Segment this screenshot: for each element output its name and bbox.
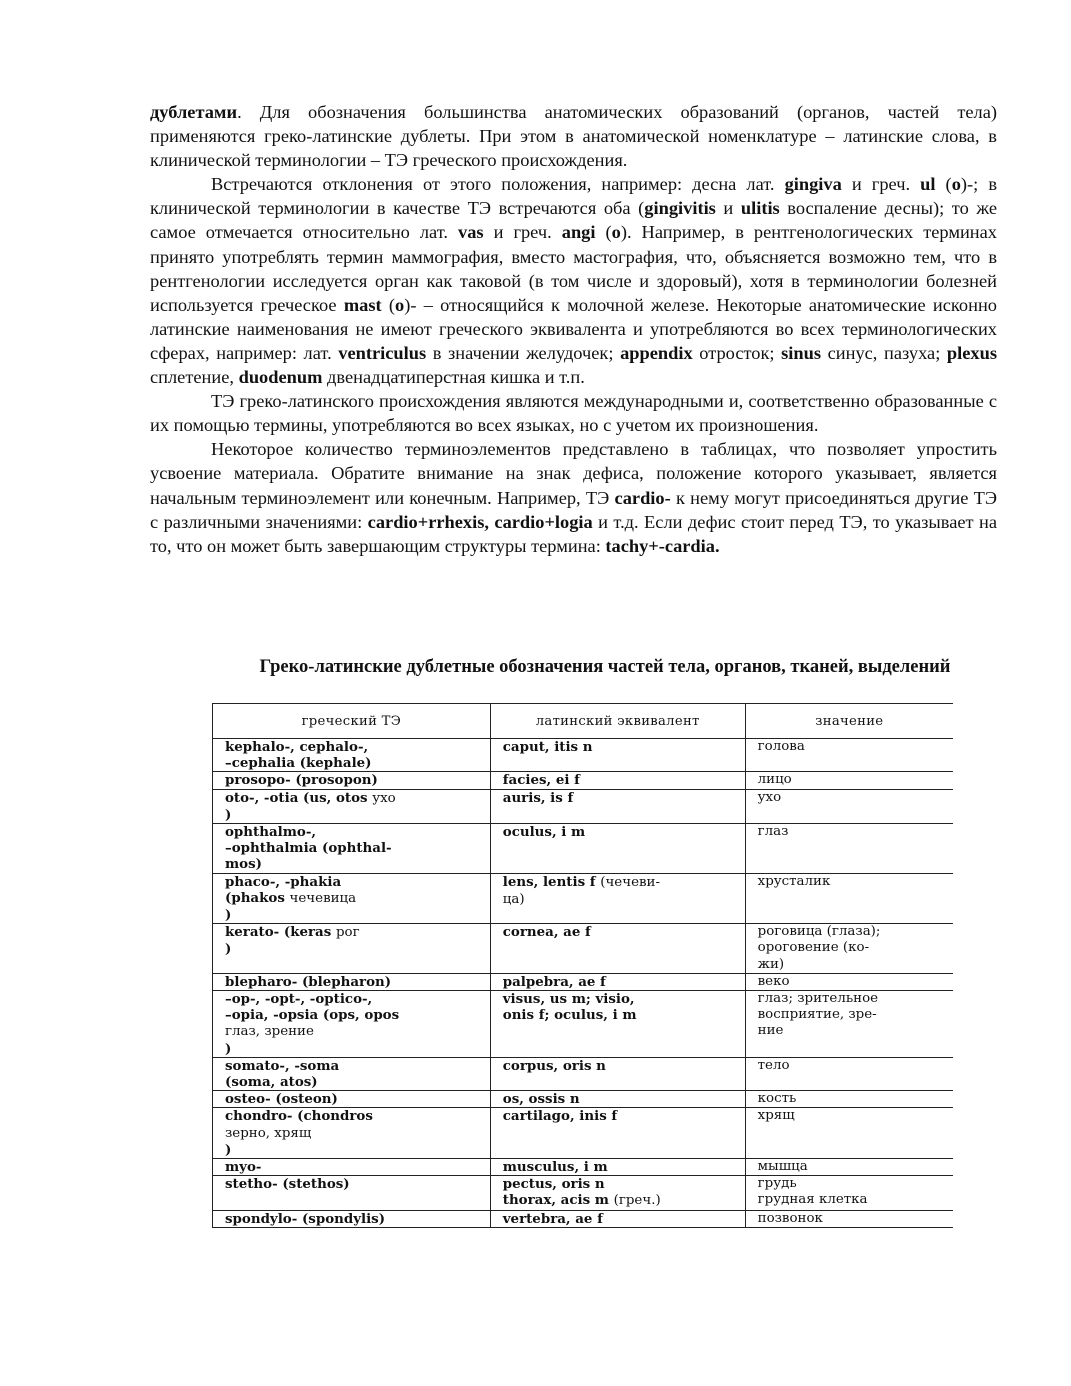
cell-meaning [745, 1176, 953, 1210]
cell-text: глаз; зрительное [757, 991, 879, 1007]
cell-text: глаз [757, 824, 789, 840]
cell-latin [490, 824, 745, 874]
cell-text: kephalo-, cephalo-, [225, 739, 369, 755]
cell-text: зерно, хрящ [225, 1125, 312, 1141]
bold-term: tachy+-cardia. [605, 535, 720, 556]
table-row [213, 1176, 954, 1210]
cell-greek [213, 991, 491, 1058]
cell-text: lens, lentis f [502, 873, 601, 890]
cell-text: голова [757, 739, 805, 754]
bold-term: ventriculus [338, 342, 427, 363]
cell-latin [490, 991, 745, 1058]
cell-text: phaco-, -phakia [225, 873, 342, 890]
cell-text: corpus, oris n [502, 1057, 606, 1074]
bold-term: gingiva [784, 174, 842, 195]
text-run: к нему могут присоединяться другие ТЭ с различными значениями: [150, 487, 997, 532]
cell-latin [490, 1091, 745, 1108]
table-title: Греко-латинские дублетные обозначения частей тела, органов, тканей, выделений [259, 657, 951, 677]
cell-text: –ophthalmia (ophthal- [225, 840, 392, 857]
cell-meaning [745, 739, 953, 772]
cell-text: palpebra, ae f [502, 973, 606, 990]
bold-term: ul [920, 174, 936, 195]
cell-latin [490, 1159, 745, 1176]
cell-greek [213, 1210, 491, 1227]
table-row [213, 772, 954, 789]
cell-greek [213, 824, 491, 874]
cell-text: ) [225, 907, 232, 924]
cell-text: auris, is f [502, 789, 574, 806]
table-row [213, 873, 954, 924]
cell-text: (phakos [225, 889, 290, 906]
cell-text: роговица (глаза); [757, 924, 881, 940]
bold-term: o [395, 294, 405, 315]
bold-term: plexus [946, 342, 997, 363]
table-row [213, 789, 954, 823]
cell-meaning [745, 1091, 953, 1108]
cell-text: ухо [372, 790, 396, 806]
cell-text: kerato- (keras [225, 924, 336, 941]
cell-text: blepharo- (blepharon) [225, 973, 392, 990]
cell-meaning [745, 973, 953, 990]
cell-text: глаз, зрение [225, 1024, 314, 1040]
text-run: Встречаются отклонения от этого положения, например: десна лат. [211, 174, 785, 195]
cell-text: (soma, atos) [225, 1074, 318, 1091]
cell-text: –opia, -opsia (ops, opos [225, 1007, 400, 1024]
cell-text: stetho- (stethos) [225, 1176, 350, 1193]
cell-text: мышца [757, 1159, 808, 1175]
text-run: . Для обозначения большинства анатомических образований (органов, частей тела) применяются греко-латинские дублеты. При этом в анатомической номенклатуре – латинские слова, в клинической терминологии – ТЭ греческого происхождения. [150, 102, 997, 171]
cell-text: грудная клетка [757, 1192, 868, 1208]
cell-meaning [745, 1210, 953, 1227]
cell-text: хрящ [757, 1108, 795, 1124]
bold-term: sinus [781, 342, 821, 363]
cell-latin [490, 1176, 745, 1210]
bold-term: gingivitis [644, 198, 716, 219]
cell-text: –op-, -opt-, -optico-, [225, 991, 373, 1008]
paragraph-4 [150, 437, 997, 557]
cell-latin [490, 1057, 745, 1090]
cell-greek [213, 1176, 491, 1210]
text-run: в значении желудочек; [426, 342, 621, 363]
table-row [213, 924, 954, 974]
paragraph-3 [150, 389, 997, 437]
cell-text: cartilago, inis f [502, 1108, 618, 1125]
cell-latin [490, 739, 745, 772]
cell-text: ophthalmo-, [225, 824, 317, 841]
cell-meaning [745, 873, 953, 924]
cell-text: mos) [225, 856, 262, 873]
table-header-row [213, 704, 954, 739]
cell-meaning [745, 772, 953, 789]
text-run: )- – относящийся к молочной железе. Некоторые анатомические исконно латинские наименования не имеют греческого эквивалента и употребляются во всех терминологических сферах, например: лат. [150, 294, 997, 363]
cell-text: веко [757, 973, 790, 989]
cell-latin [490, 789, 745, 823]
cell-text: кость [757, 1091, 797, 1107]
cell-text: visus, us m; visio, [502, 991, 635, 1008]
cell-text: thorax, acis m [502, 1192, 614, 1209]
bold-term: o [611, 222, 621, 243]
cell-text: –cephalia (kephale) [225, 755, 372, 772]
cell-text: chondro- (chondros [225, 1108, 373, 1125]
cell-text: чечевица [289, 890, 357, 906]
cell-greek [213, 924, 491, 974]
text-run: воспаление десны); то же самое отмечается относительно лат. [150, 198, 997, 243]
cell-meaning [745, 824, 953, 874]
cell-latin [490, 1108, 745, 1159]
terms-table [212, 703, 953, 1228]
text-run: и т.д. Если дефис стоит перед ТЭ, то указывает на то, что он может быть завершающим структуры термина: [150, 511, 997, 556]
cell-text: osteo- (osteon) [225, 1091, 338, 1108]
paragraph-2 [150, 172, 997, 389]
cell-text: (греч.) [613, 1193, 661, 1209]
header-greek: греческий ТЭ [213, 704, 491, 739]
table-row [213, 1159, 954, 1176]
cell-text: oto-, -otia (us, otos [225, 789, 373, 806]
cell-text: ца) [502, 891, 525, 907]
table-row [213, 824, 954, 874]
cell-greek [213, 772, 491, 789]
table-row [213, 739, 954, 772]
cell-greek [213, 1159, 491, 1176]
bold-term: mast [343, 294, 382, 315]
cell-text: myo- [225, 1159, 262, 1176]
cell-meaning [745, 924, 953, 974]
cell-meaning [745, 1159, 953, 1176]
text-run: отросток; [692, 342, 782, 363]
cell-text: хрусталик [757, 873, 831, 889]
table-row [213, 1108, 954, 1159]
cell-greek [213, 789, 491, 823]
cell-text: ) [225, 1040, 232, 1057]
bold-term: дублетами [150, 102, 238, 122]
text-run: и [715, 198, 741, 219]
cell-greek [213, 739, 491, 772]
cell-text: pectus, oris n [502, 1176, 605, 1193]
cell-text: ) [225, 806, 232, 823]
cell-greek [213, 1108, 491, 1159]
table-row [213, 973, 954, 990]
cell-text: позвонок [757, 1210, 823, 1226]
cell-text: os, ossis n [502, 1091, 580, 1108]
cell-latin [490, 772, 745, 789]
bold-term: ulitis [740, 198, 780, 219]
text-run: ( [381, 294, 395, 315]
bold-term: duodenum [238, 367, 323, 388]
cell-text: somato-, -soma [225, 1057, 340, 1074]
bold-term: cardio+rrhexis, cardio+logia [367, 511, 593, 532]
bold-term: vas [458, 222, 484, 243]
cell-text: восприятие, зре- [757, 1007, 877, 1023]
text-run: ). Например, в рентгенологических терминах принято употреблять термин маммография, вместо мастография, что, объясняется возможно тем, что в рентгенологии исследуется орган как таковой (в том числе и здоровый), хотя в терминологии болезней используется греческое [150, 222, 997, 315]
cell-text: caput, itis n [502, 739, 593, 755]
text-run: ( [595, 222, 612, 243]
cell-latin [490, 973, 745, 990]
text-run: и греч. [483, 222, 562, 243]
header-latin: латинский эквивалент [490, 704, 745, 739]
cell-greek [213, 1057, 491, 1090]
cell-text: cornea, ae f [502, 924, 591, 941]
text-run: )-; в клинической терминологии в качестве ТЭ встречаются оба ( [150, 174, 997, 219]
bold-term: o [951, 174, 961, 195]
cell-text: vertebra, ae f [502, 1210, 603, 1227]
cell-text: жи) [757, 956, 785, 972]
cell-text: prosopo- (prosopon) [225, 772, 378, 789]
text-run: и греч. [841, 174, 921, 195]
cell-text: тело [757, 1057, 790, 1073]
text-run: двенадцатиперстная кишка и т.п. [322, 367, 585, 388]
cell-text: ние [757, 1023, 784, 1039]
cell-meaning [745, 991, 953, 1058]
cell-text: ) [225, 1141, 232, 1158]
cell-latin [490, 924, 745, 974]
cell-text: onis f; oculus, i m [502, 1007, 637, 1024]
cell-meaning [745, 1057, 953, 1090]
bold-term: appendix [620, 342, 693, 363]
cell-text: musculus, i m [502, 1159, 608, 1176]
cell-text: рог [335, 925, 360, 941]
cell-text: ) [225, 941, 232, 958]
cell-text: facies, ei f [502, 772, 580, 789]
cell-latin [490, 1210, 745, 1227]
table-row [213, 1091, 954, 1108]
text-run: Некоторое количество терминоэлементов представлено в таблицах, что позволяет упростить усвоение материала. Обратите внимание на знак дефиса, положение которого указывает, является начальным терминоэлемент или конечным. Например, ТЭ [150, 439, 997, 508]
cell-greek [213, 1091, 491, 1108]
cell-text: ороговение (ко- [757, 940, 870, 956]
paragraph-1 [150, 100, 997, 172]
cell-meaning [745, 1108, 953, 1159]
text-run: ( [935, 174, 952, 195]
cell-text: грудь [757, 1176, 797, 1192]
cell-latin [490, 873, 745, 924]
header-meaning: значение [745, 704, 953, 739]
table-row [213, 1057, 954, 1090]
cell-text: oculus, i m [502, 824, 586, 841]
text-run: синус, пазуха; [821, 342, 947, 363]
bold-term: angi [561, 222, 596, 243]
cell-meaning [745, 789, 953, 823]
table-row [213, 1210, 954, 1227]
bold-term: cardio- [614, 487, 671, 508]
cell-text: ухо [757, 789, 782, 805]
cell-greek [213, 873, 491, 924]
cell-text: spondylo- (spondylis) [225, 1210, 386, 1227]
cell-text: (чечеви- [600, 874, 660, 890]
body-text [150, 100, 997, 558]
table-row [213, 991, 954, 1058]
cell-greek [213, 973, 491, 990]
text-run: сплетение, [150, 367, 239, 388]
cell-text: лицо [757, 772, 792, 788]
text-run: ТЭ греко-латинского происхождения являются международными и, соответственно образованные с их помощью термины, употребляются во всех языках, но с учетом их произношения. [150, 391, 997, 436]
